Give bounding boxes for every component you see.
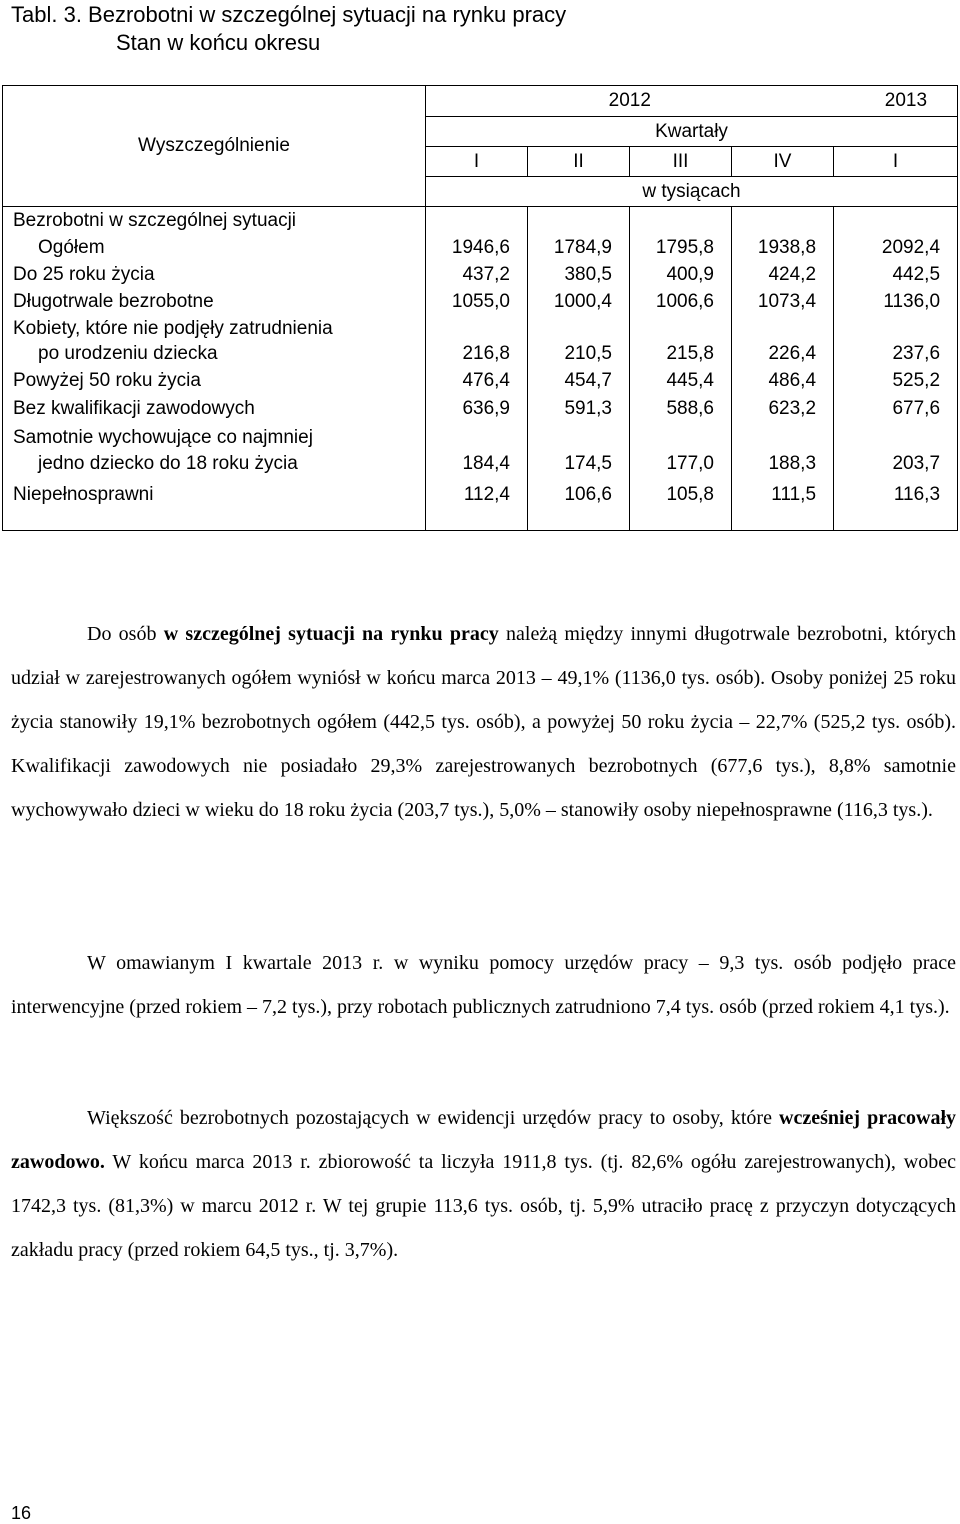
cell-value: 116,3 [834,479,958,531]
row-label: Powyżej 50 roku życia [3,367,426,394]
table-title [11,1,951,57]
cell-value: 1073,4 [732,288,834,315]
cell-value: 445,4 [630,367,732,394]
year-2013-header: 2013 [834,86,958,117]
row-label: Bez kwalifikacji zawodowych [3,394,426,424]
cell-value: 591,3 [528,394,630,424]
row-label: Samotnie wychowujące co najmniej [3,424,426,449]
cell-value: 1136,0 [834,288,958,315]
cell-value: 105,8 [630,479,732,531]
paragraph-text: W omawianym I kwartale 2013 r. w wyniku pomocy urzędów pracy – 9,3 tys. osób podjęło prace interwencyjne (przed rokiem – 7,2 tys.), przy robotach publicznych zatrudniono 7,4 tys. osób (przed rokiem 4,1 tys.). [11,952,956,1018]
row-label-continuation: po urodzeniu dziecka [3,340,426,367]
row-label: Kobiety, które nie podjęły zatrudnienia [3,315,426,340]
cell-value: 380,5 [528,261,630,288]
cell-value: 677,6 [834,394,958,424]
paragraph-special-situation [11,612,956,832]
cell-value: 188,3 [732,449,834,479]
row-label-continuation: jedno dziecko do 18 roku życia [3,449,426,479]
cell-value: 210,5 [528,340,630,367]
table-row-label-continuation [3,315,958,340]
unit-header: w tysiącach [426,177,958,207]
unemployed-special-situation-table [2,85,958,531]
paragraph-previously-employed [11,1096,956,1272]
cell-value: 1946,6 [426,234,528,261]
table-row-label-continuation [3,424,958,449]
section-title: Bezrobotni w szczególnej sytuacji [3,207,426,235]
cell-value: 623,2 [732,394,834,424]
cell-value: 437,2 [426,261,528,288]
cell-value: 203,7 [834,449,958,479]
cell-value: 237,6 [834,340,958,367]
quarter-header: IV [732,147,834,177]
cell-value: 442,5 [834,261,958,288]
cell-value: 400,9 [630,261,732,288]
cell-value: 111,5 [732,479,834,531]
cell-value: 106,6 [528,479,630,531]
cell-value: 226,4 [732,340,834,367]
stub-header: Wyszczególnienie [3,86,426,207]
table-title-line2: Stan w końcu okresu [116,30,321,55]
cell-value: 1795,8 [630,234,732,261]
table-row [3,367,958,394]
cell-value: 177,0 [630,449,732,479]
row-label: Długotrwale bezrobotne [3,288,426,315]
paragraph-text: należą między innymi długotrwale bezrobotni, których udział w zarejestrowanych ogółem wyniósł w końcu marca 2013 – 49,1% (1136,0 tys. osób). Osoby poniżej 25 roku życia stanowiły 19,1% bezrobotnych ogółem (442,5 tys. osób), a powyżej 50 roku życia – 22,7% (525,2 tys. osób). Kwalifikacji zawodowych nie posiadało 29,3% zarejestrowanych bezrobotnych (677,6 tys.), 8,8% samotnie wychowywało dzieci w wieku do 18 roku życia (203,7 tys.), 5,0% – stanowiły osoby niepełnosprawne (116,3 tys.). [11,623,957,821]
cell-value: 174,5 [528,449,630,479]
quarters-header: Kwartały [426,117,958,147]
cell-value: 1000,4 [528,288,630,315]
cell-value: 184,4 [426,449,528,479]
table-row [3,449,958,479]
table-title-line1: Tabl. 3. Bezrobotni w szczególnej sytuacji na rynku pracy [11,2,567,27]
cell-value: 525,2 [834,367,958,394]
cell-value: 1006,6 [630,288,732,315]
cell-value: 2092,4 [834,234,958,261]
paragraph-text: Do osób [87,623,164,645]
row-label: Niepełnosprawni [3,479,426,531]
cell-value: 216,8 [426,340,528,367]
paragraph-bold-text: w szczególnej sytuacji na rynku pracy [163,623,499,645]
paragraph-intervention-works [11,941,956,1029]
table-row [3,340,958,367]
table-row [3,288,958,315]
cell-value: 588,6 [630,394,732,424]
table-row [3,261,958,288]
row-label: Do 25 roku życia [3,261,426,288]
cell-value: 486,4 [732,367,834,394]
quarter-header: I [834,147,958,177]
cell-value: 1938,8 [732,234,834,261]
paragraph-bold-text: wcześniej pracowały zawodowo. [11,1107,956,1173]
cell-value: 454,7 [528,367,630,394]
quarter-header: II [528,147,630,177]
cell-value: 1784,9 [528,234,630,261]
cell-value: 215,8 [630,340,732,367]
cell-value: 476,4 [426,367,528,394]
cell-value: 424,2 [732,261,834,288]
quarter-header: I [426,147,528,177]
year-2012-header: 2012 [426,86,834,117]
cell-value: 1055,0 [426,288,528,315]
page-number: 16 [11,1503,32,1523]
row-label: Ogółem [3,234,426,261]
cell-value: 636,9 [426,394,528,424]
table-row [3,479,958,531]
table-row [3,394,958,424]
paragraph-text: Większość bezrobotnych pozostających w ewidencji urzędów pracy to osoby, które [87,1107,779,1129]
table-row [3,234,958,261]
cell-value: 112,4 [426,479,528,531]
paragraph-text: W końcu marca 2013 r. zbiorowość ta liczyła 1911,8 tys. (tj. 82,6% ogółu zarejestrowanych), wobec 1742,3 tys. (81,3%) w marcu 2012 r. W tej grupie 113,6 tys. osób, tj. 5,9% utraciło pracę z przyczyn dotyczących zakładu pracy (przed rokiem 64,5 tys., tj. 3,7%). [11,1151,956,1261]
quarter-header: III [630,147,732,177]
